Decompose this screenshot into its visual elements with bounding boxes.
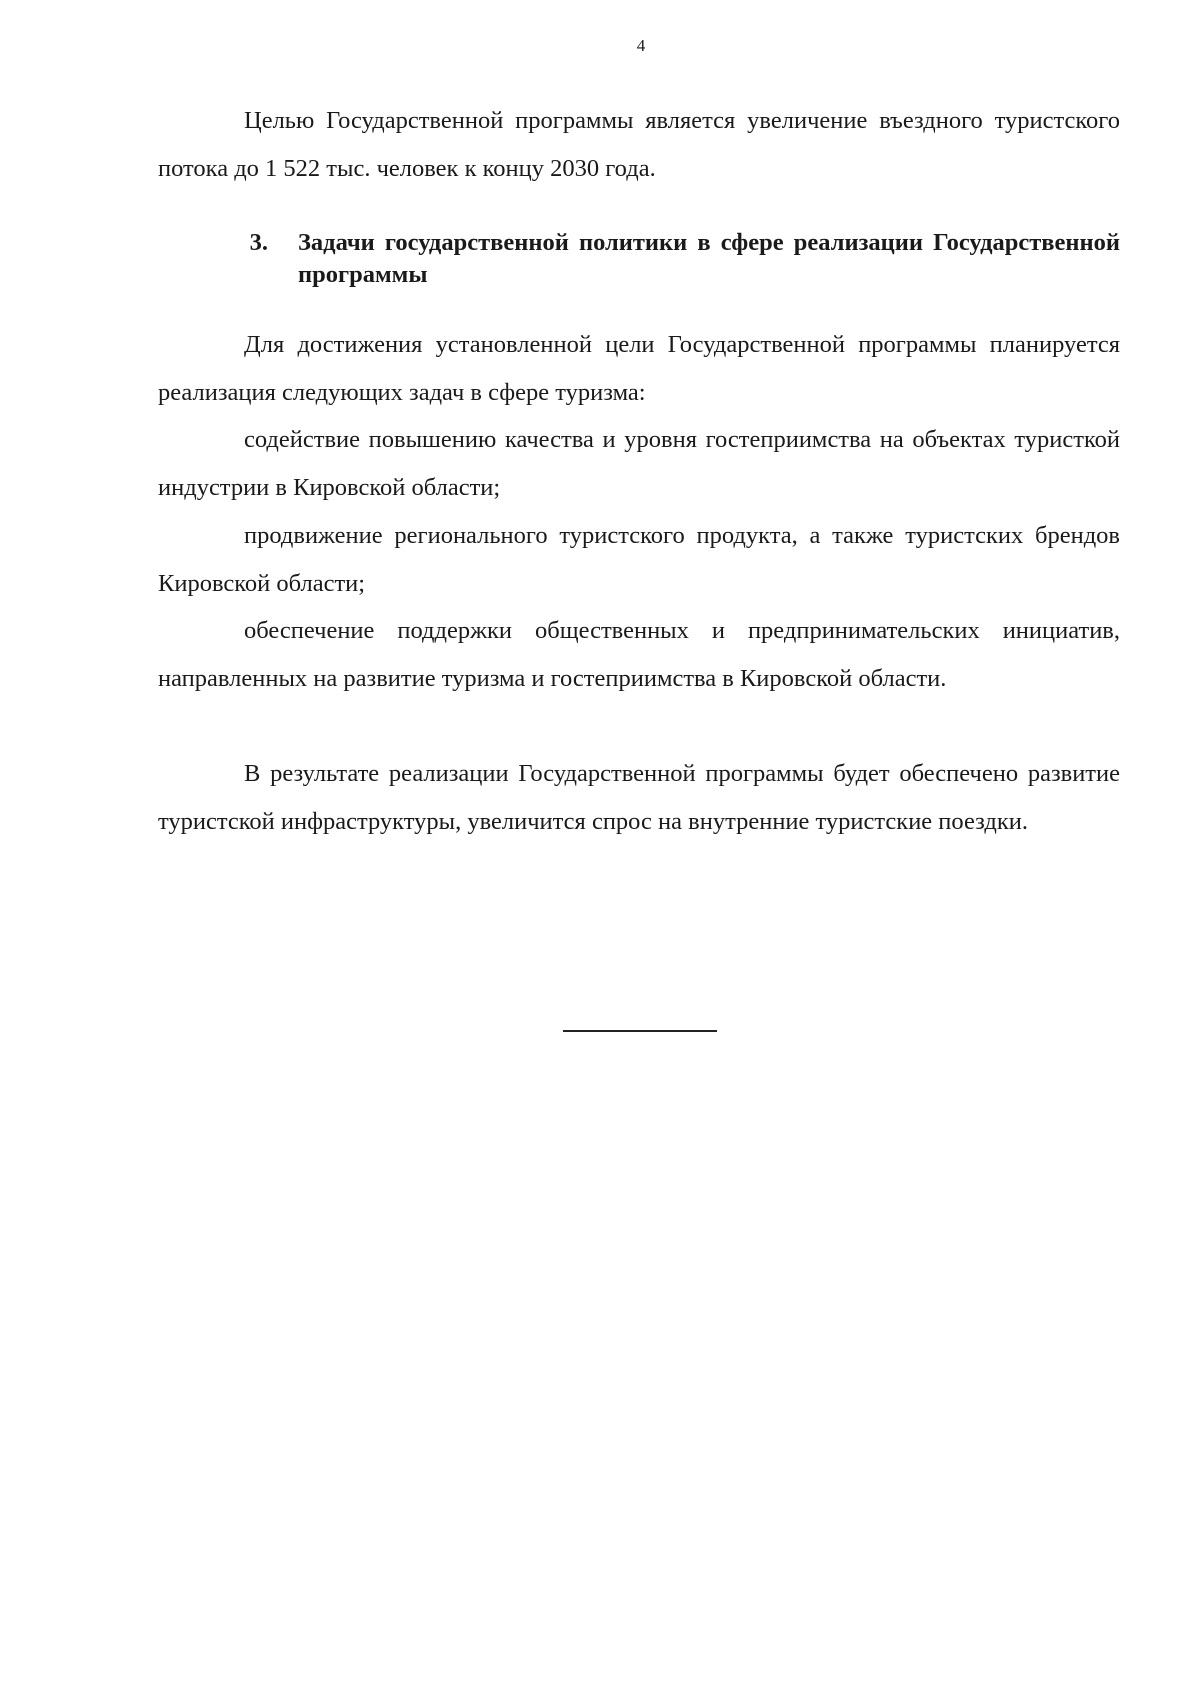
end-of-document-rule (563, 1030, 717, 1032)
task-paragraph-3: обеспечение поддержки общественных и предпринимательских инициатив, направленных на развитие туризма и гостеприимства в Кировской области. (158, 617, 1120, 692)
intro-paragraph: Для достижения установленной цели Государственной программы планируется реализация следующих задач в сфере туризма: (158, 331, 1120, 406)
section-number: 3. (249, 229, 268, 256)
section-title: Задачи государственной политики в сфере реализации Государственной программы (298, 229, 1120, 288)
task-paragraph-2: продвижение регионального туристского продукта, а также туристских брендов Кировской области; (158, 522, 1120, 597)
section-heading (158, 227, 1120, 291)
goal-paragraph: Целью Государственной программы является увеличение въездного туристского потока до 1 522 тыс. человек к концу 2030 года. (158, 107, 1120, 182)
page-number: 4 (636, 36, 646, 55)
task-paragraph-1: содействие повышению качества и уровня гостеприимства на объектах туристкой индустрии в Кировской области; (158, 426, 1120, 501)
result-paragraph: В результате реализации Государственной программы будет обеспечено развитие туристской инфраструктуры, увеличится спрос на внутренние туристские поездки. (158, 760, 1120, 835)
